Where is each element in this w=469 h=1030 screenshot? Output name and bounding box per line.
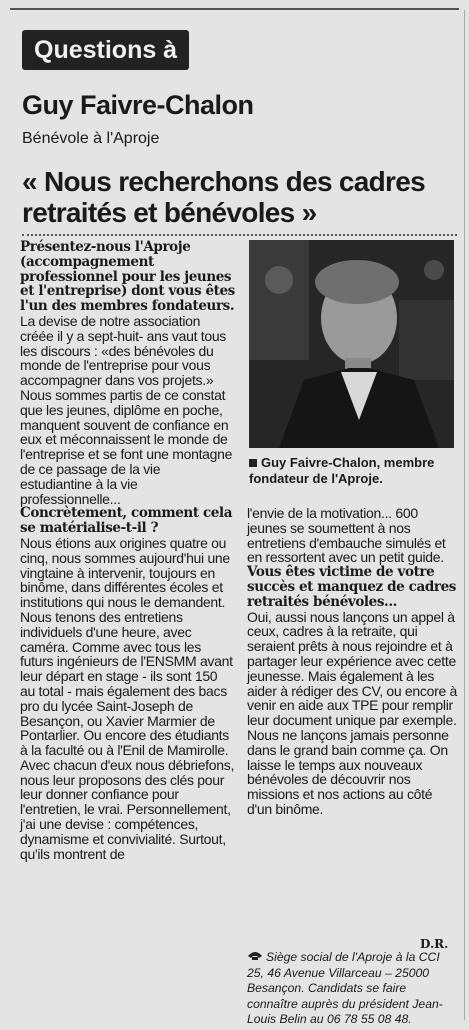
left-column bbox=[20, 240, 235, 861]
dotted-divider bbox=[22, 234, 457, 236]
contact-footer bbox=[247, 950, 457, 1028]
caption-marker-icon bbox=[249, 459, 257, 467]
answer-3: Oui, aussi nous lançons un appel à ceux, cadres à la retraite, qui seraient prêts à nous rejoindre et à partager leur expérience avec cette jeunesse. Mais également à les aider à rédiger des CV, ou encore à venir en aide aux TPE pour remplir leur document unique par exemple. Nous ne lançons jamais personne dans le grand bain comme ça. On laisse le temps aux nouveaux bénévoles de découvrir nos missions et nos actions au côté d'un binôme. bbox=[247, 608, 458, 817]
interviewee-name: Guy Faivre-Chalon bbox=[22, 90, 254, 120]
answer-2: Nous étions aux origines quatre ou cinq, nous sommes aujourd'hui une vingtaine à intervenir, toujours en binôme, dans différentes écoles et institutions qui nous le demandent. Nous tenons des entretiens individuels d'une heure, avec caméra. Comme avec tous les futurs ingénieurs de l'ENSMM avant leur départ en stage - ils sont 150 au total - mais également des bacs pro du lycée Saint-Joseph de Besançon, ou Xavier Marmier de Pontarlier. Ou encore des étudiants à la faculté ou à l'Enil de Mamirolle. Avec chacun d'eux nous débriefons, nous leur proposons des clés pour leur donner confiance pour l'entretien, le vrai. Personnellement, j'ai une devise : compétences, dynamisme et convivialité. Surtout, qu'ils montrent de bbox=[20, 534, 235, 862]
question-1: Présentez-nous l'Aproje (accompagnement professionnel pour les jeunes et l'entreprise) dont vous êtes l'un des membres fondateurs. bbox=[20, 239, 235, 315]
rubric-label: Questions à bbox=[22, 30, 189, 70]
interviewee-role: Bénévole à l'Aproje bbox=[22, 130, 160, 147]
contact-text: Siège social de l'Aproje à la CCI 25, 46 Avenue Villarceau – 25000 Besançon. Candidats se faire connaître auprès du président Jean-Louis Belin au 06 78 55 08 48. bbox=[247, 950, 443, 1027]
photo-caption bbox=[249, 455, 459, 487]
headline: « Nous recherchons des cadres retraités et bénévoles » bbox=[22, 166, 425, 228]
question-2: Concrètement, comment cela se matérialise-t-il ? bbox=[20, 505, 233, 537]
phone-icon bbox=[247, 950, 263, 966]
answer-2-continued: l'envie de la motivation... 600 jeunes se soumettent à nos entretiens d'embauche simulés et en ressortent avec un petit guide. bbox=[247, 505, 446, 566]
answer-1: La devise de notre association créée il y a sept-huit- ans vaut tous les discours : «des bénévoles du monde de l'entreprise pour vous accompagner dans vos projets.» Nous sommes partis de ce constat que les jeunes, diplôme en poche, manquent souvent de confiance en eux et méconnaissent le monde de l'entreprise et se font une montagne de ce passage de la vie estudiantine à la vie professionnelle... bbox=[20, 312, 233, 507]
top-rule bbox=[10, 8, 459, 10]
portrait-photo bbox=[249, 240, 454, 448]
photo-credit: D.R. bbox=[420, 937, 449, 951]
caption-text: Guy Faivre-Chalon, membre fondateur de l'Aproje. bbox=[249, 455, 435, 486]
right-column bbox=[247, 506, 457, 817]
question-3: Vous êtes victime de votre succès et manquez de cadres retraités bénévoles... bbox=[247, 564, 456, 610]
portrait-illustration bbox=[249, 240, 454, 448]
column-rule bbox=[464, 10, 465, 1020]
